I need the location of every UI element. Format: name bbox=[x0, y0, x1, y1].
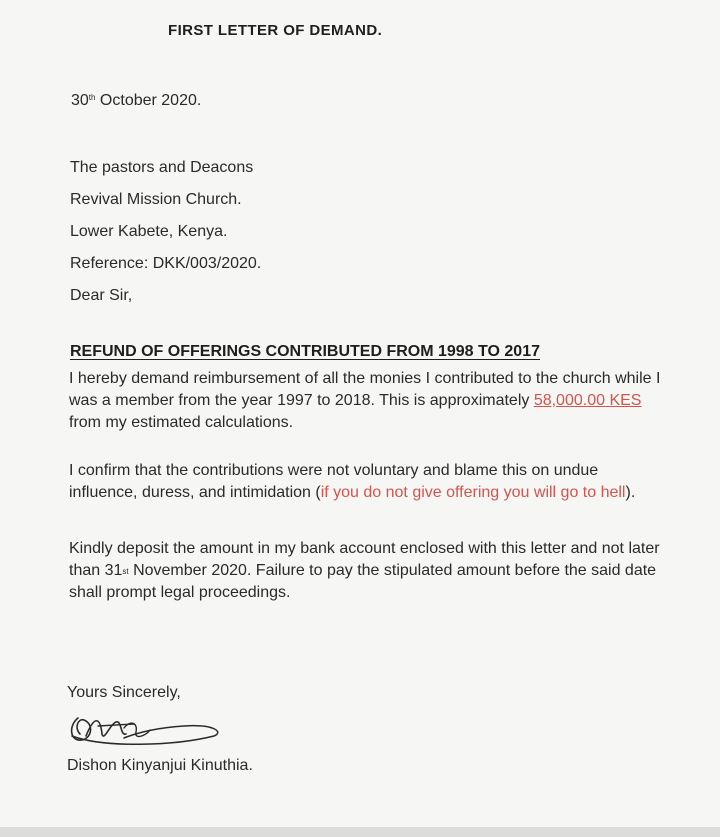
paragraph-confirm bbox=[69, 460, 669, 504]
paragraph-text: November 2020. Failure to pay the stipulated amount before the said date shall prompt legal proceedings. bbox=[69, 562, 657, 601]
amount-highlight: 58,000.00 KES bbox=[533, 392, 642, 409]
address-line: Lower Kabete, Kenya. bbox=[70, 223, 228, 240]
letter-title: FIRST LETTER OF DEMAND. bbox=[168, 22, 383, 39]
quote-highlight: if you do not give offering you will go to hell bbox=[320, 484, 626, 501]
signer-name: Dishon Kinyanjui Kinuthia. bbox=[67, 757, 253, 774]
paragraph-text: I hereby demand reimbursement of all the monies I contributed to the church while I was a member from the year 1997 to 2018. This is approximately bbox=[69, 370, 661, 409]
date-day: 30 bbox=[71, 92, 89, 109]
subject-heading: REFUND OF OFFERINGS CONTRIBUTED FROM 1998 TO 2017 bbox=[70, 343, 540, 360]
address-line: Revival Mission Church. bbox=[70, 191, 242, 208]
paragraph-text: Kindly deposit the amount in my bank account enclosed with this letter and not later than 31 bbox=[69, 540, 660, 579]
date-day-suffix: th bbox=[88, 93, 96, 102]
paragraph-text: ). bbox=[625, 484, 636, 501]
paragraph-text: I confirm that the contributions were not voluntary and blame this on undue influence, duress, and intimidation ( bbox=[69, 462, 599, 501]
closing-line: Yours Sincerely, bbox=[67, 684, 181, 701]
paragraph-demand bbox=[69, 368, 669, 434]
paragraph-deposit bbox=[69, 538, 669, 604]
ordinal-suffix: st bbox=[122, 567, 129, 576]
paragraph-text: from my estimated calculations. bbox=[69, 414, 294, 431]
date-rest: October 2020. bbox=[99, 92, 202, 109]
signature-image bbox=[64, 706, 224, 754]
recipient-address bbox=[70, 152, 261, 312]
letter-date bbox=[71, 92, 201, 110]
reference-line: Reference: DKK/003/2020. bbox=[70, 255, 262, 272]
salutation: Dear Sir, bbox=[70, 287, 133, 304]
address-line: The pastors and Deacons bbox=[70, 159, 254, 176]
